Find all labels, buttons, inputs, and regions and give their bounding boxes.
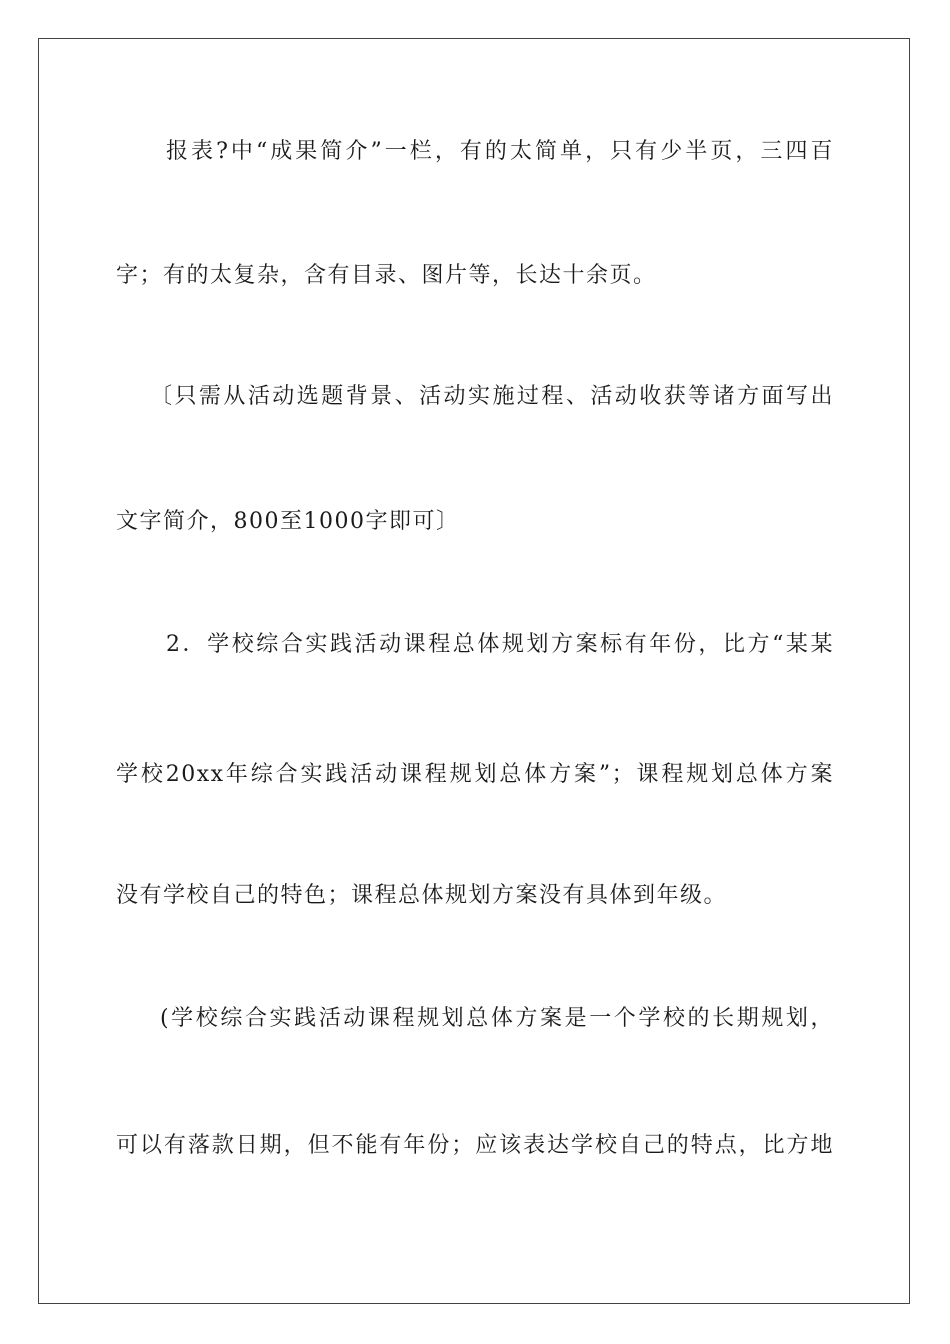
text-line-9: 可以有落款日期，但不能有年份；应该表达学校自己的特点，比方地 [116, 1133, 834, 1158]
text-line-1: 报表?中“成果简介”一栏，有的太简单，只有少半页，三四百 [166, 139, 834, 164]
text-line-3: 〔只需从活动选题背景、活动实施过程、活动收获等诸方面写出 [150, 384, 834, 409]
text-line-6: 学校20xx年综合实践活动课程规划总体方案”；课程规划总体方案 [116, 762, 834, 787]
text-line-7: 没有学校自己的特色；课程总体规划方案没有具体到年级。 [116, 883, 728, 908]
text-line-5: 2．学校综合实践活动课程总体规划方案标有年份，比方“某某 [166, 632, 834, 657]
text-line-2: 字；有的太复杂，含有目录、图片等，长达十余页。 [116, 263, 657, 288]
text-line-4: 文字简介，800至1000字即可〕 [116, 509, 460, 534]
text-line-8: (学校综合实践活动课程规划总体方案是一个学校的长期规划， [160, 1006, 834, 1031]
page-border [38, 38, 910, 1304]
